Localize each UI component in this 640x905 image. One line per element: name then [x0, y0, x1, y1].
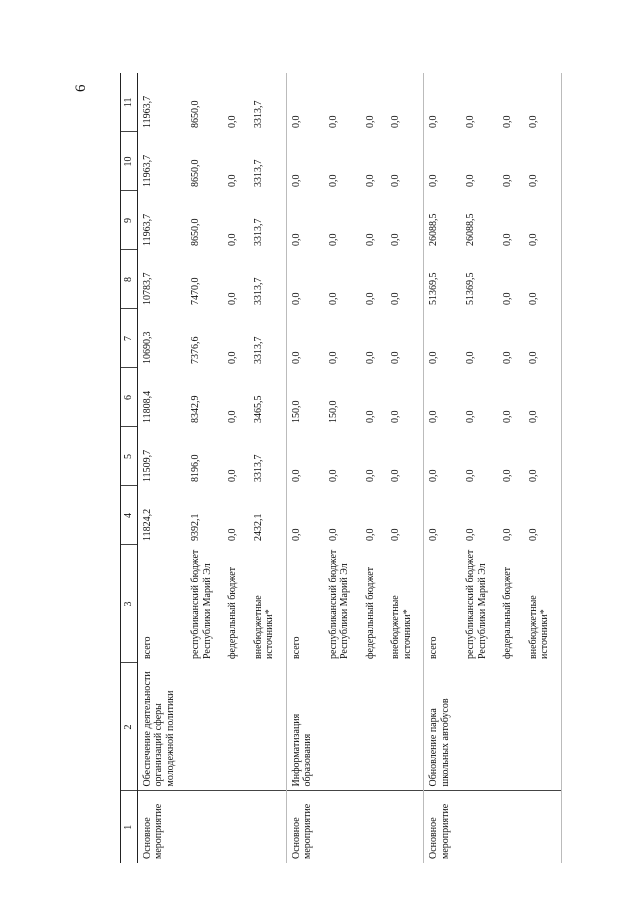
value-cell: 8650,0	[190, 100, 201, 128]
value-cell: 51369,5	[465, 272, 476, 305]
measure-name-cell	[186, 663, 223, 791]
value-cell: 0,0	[465, 410, 476, 423]
value-cell: 0,0	[502, 174, 513, 187]
funding-source-cell: внебюджетные источники*	[386, 545, 424, 663]
header-cell: 1	[121, 791, 138, 863]
measure-type-cell	[524, 791, 562, 863]
value-cell: 0,0	[524, 132, 562, 191]
measure-type-cell	[249, 791, 287, 863]
header-cell: 4	[121, 486, 138, 545]
measure-type-cell	[386, 791, 424, 863]
value-cell: 0,0	[386, 427, 424, 486]
value-cell: 0,0	[428, 410, 439, 423]
value-cell: 0,0	[227, 469, 238, 482]
value-cell: 0,0	[428, 115, 439, 128]
value-cell: 3313,7	[249, 427, 287, 486]
value-cell: 0,0	[227, 351, 238, 364]
value-cell: 0,0	[428, 528, 439, 541]
value-cell: 0,0	[290, 115, 302, 128]
header-cell: 5	[121, 427, 138, 486]
value-cell: 0,0	[465, 174, 476, 187]
value-cell: 3313,7	[249, 250, 287, 309]
value-cell: 0,0	[364, 233, 376, 246]
funding-source-cell: всего	[141, 636, 153, 659]
table-row	[361, 73, 387, 863]
value-cell: 0,0	[227, 292, 238, 305]
value-cell: 0,0	[524, 309, 562, 368]
value-cell: 0,0	[428, 351, 439, 364]
value-cell: 0,0	[364, 351, 376, 364]
value-cell: 0,0	[364, 115, 376, 128]
value-cell: 0,0	[364, 469, 376, 482]
value-cell: 0,0	[524, 250, 562, 309]
funding-source-cell: федеральный бюджет	[227, 566, 238, 659]
value-cell: 0,0	[327, 233, 339, 246]
value-cell: 11963,7	[141, 95, 153, 128]
value-cell: 0,0	[364, 410, 376, 423]
value-cell: 0,0	[502, 528, 513, 541]
value-cell: 0,0	[502, 292, 513, 305]
header-cell: 9	[121, 191, 138, 250]
value-cell: 150,0	[327, 400, 339, 423]
value-cell: 0,0	[327, 174, 339, 187]
measure-type-cell	[498, 791, 524, 863]
value-cell: 26088,5	[465, 213, 476, 246]
value-cell: 0,0	[290, 469, 302, 482]
header-cell: 11	[121, 73, 138, 132]
measure-name-cell	[524, 663, 562, 791]
value-cell: 0,0	[502, 115, 513, 128]
value-cell: 0,0	[227, 410, 238, 423]
value-cell: 0,0	[290, 174, 302, 187]
value-cell: 0,0	[290, 292, 302, 305]
value-cell: 0,0	[524, 368, 562, 427]
table-row	[223, 73, 249, 863]
header-cell: 6	[121, 368, 138, 427]
measure-name-cell	[461, 663, 498, 791]
value-cell: 0,0	[386, 309, 424, 368]
value-cell: 0,0	[227, 115, 238, 128]
value-cell: 0,0	[364, 528, 376, 541]
value-cell: 0,0	[465, 115, 476, 128]
value-cell: 3313,7	[249, 309, 287, 368]
budget-table	[120, 73, 562, 863]
value-cell: 26088,5	[428, 213, 439, 246]
value-cell: 11824,2	[141, 508, 153, 541]
value-cell: 0,0	[327, 115, 339, 128]
table-row	[424, 73, 462, 863]
value-cell: 11963,7	[141, 213, 153, 246]
measure-type-cell	[223, 791, 249, 863]
table-row	[324, 73, 361, 863]
funding-source-cell: федеральный бюджет	[364, 566, 376, 659]
funding-source-cell: всего	[428, 636, 439, 659]
header-row	[121, 73, 138, 863]
value-cell: 0,0	[327, 351, 339, 364]
value-cell: 0,0	[465, 528, 476, 541]
value-cell: 0,0	[386, 486, 424, 545]
funding-source-cell: внебюджетные источники*	[524, 545, 562, 663]
funding-source-cell: республиканский бюджет Республики Марий Эл	[190, 549, 213, 659]
measure-type-cell	[461, 791, 498, 863]
value-cell: 0,0	[227, 528, 238, 541]
table-row	[386, 73, 424, 863]
value-cell: 0,0	[327, 292, 339, 305]
value-cell: 10783,7	[141, 272, 153, 305]
value-cell: 11963,7	[141, 154, 153, 187]
header-cell: 7	[121, 309, 138, 368]
value-cell: 9392,1	[190, 513, 201, 541]
value-cell: 0,0	[465, 469, 476, 482]
value-cell: 8342,9	[190, 395, 201, 423]
measure-type-cell	[186, 791, 223, 863]
value-cell: 8650,0	[190, 218, 201, 246]
table-row	[249, 73, 287, 863]
value-cell: 51369,5	[428, 272, 439, 305]
table-row	[461, 73, 498, 863]
value-cell: 0,0	[524, 427, 562, 486]
measure-name-cell: Информатизация образования	[290, 713, 313, 787]
page-number: 6	[73, 84, 89, 92]
measure-name-cell: Обновление парка школьных автобусов	[428, 698, 451, 787]
funding-source-cell: внебюджетные источники*	[249, 545, 287, 663]
value-cell: 0,0	[386, 132, 424, 191]
value-cell: 0,0	[386, 368, 424, 427]
value-cell: 11808,4	[141, 390, 153, 423]
measure-name-cell	[386, 663, 424, 791]
value-cell: 0,0	[290, 528, 302, 541]
value-cell: 0,0	[502, 469, 513, 482]
funding-source-cell: республиканский бюджет Республики Марий Эл	[327, 549, 350, 659]
measure-type-cell: Основное мероприятие	[286, 791, 324, 863]
measure-type-cell: Основное мероприятие	[424, 791, 462, 863]
header-cell: 2	[121, 663, 138, 791]
table-body	[121, 73, 562, 863]
value-cell: 3313,7	[249, 191, 287, 250]
value-cell: 0,0	[227, 233, 238, 246]
value-cell: 0,0	[502, 410, 513, 423]
value-cell: 10690,3	[141, 331, 153, 364]
value-cell: 0,0	[428, 174, 439, 187]
value-cell: 3313,7	[249, 132, 287, 191]
measure-name-cell: Обеспечение деятельности организаций сферы молодежной политики	[141, 671, 176, 787]
table-row	[286, 73, 324, 863]
measure-name-cell	[324, 663, 361, 791]
value-cell: 3313,7	[249, 73, 287, 132]
value-cell: 3465,5	[249, 368, 287, 427]
value-cell: 0,0	[428, 469, 439, 482]
value-cell: 0,0	[502, 233, 513, 246]
value-cell: 0,0	[524, 191, 562, 250]
value-cell: 0,0	[327, 469, 339, 482]
value-cell: 0,0	[386, 250, 424, 309]
measure-name-cell	[249, 663, 287, 791]
funding-source-cell: республиканский бюджет Республики Марий Эл	[465, 549, 488, 659]
value-cell: 8196,0	[190, 454, 201, 482]
measure-name-cell	[498, 663, 524, 791]
measure-type-cell	[324, 791, 361, 863]
value-cell: 0,0	[290, 351, 302, 364]
value-cell: 0,0	[502, 351, 513, 364]
value-cell: 0,0	[290, 233, 302, 246]
value-cell: 0,0	[386, 191, 424, 250]
funding-source-cell: федеральный бюджет	[502, 566, 513, 659]
table-row	[524, 73, 562, 863]
value-cell: 0,0	[386, 73, 424, 132]
value-cell: 0,0	[364, 292, 376, 305]
value-cell: 0,0	[465, 351, 476, 364]
measure-name-cell	[361, 663, 387, 791]
header-cell: 3	[121, 545, 138, 663]
value-cell: 0,0	[327, 528, 339, 541]
value-cell: 11509,7	[141, 449, 153, 482]
value-cell: 150,0	[290, 400, 302, 423]
value-cell: 7376,6	[190, 336, 201, 364]
funding-source-cell: всего	[290, 636, 302, 659]
table-row	[186, 73, 223, 863]
header-cell: 10	[121, 132, 138, 191]
measure-type-cell: Основное мероприятие	[137, 791, 186, 863]
value-cell: 7470,0	[190, 277, 201, 305]
header-cell: 8	[121, 250, 138, 309]
value-cell: 0,0	[227, 174, 238, 187]
table-row	[498, 73, 524, 863]
value-cell: 0,0	[524, 486, 562, 545]
value-cell: 8650,0	[190, 159, 201, 187]
measure-name-cell	[223, 663, 249, 791]
table-row	[137, 73, 186, 863]
value-cell: 2432,1	[249, 486, 287, 545]
value-cell: 0,0	[364, 174, 376, 187]
measure-type-cell	[361, 791, 387, 863]
value-cell: 0,0	[524, 73, 562, 132]
